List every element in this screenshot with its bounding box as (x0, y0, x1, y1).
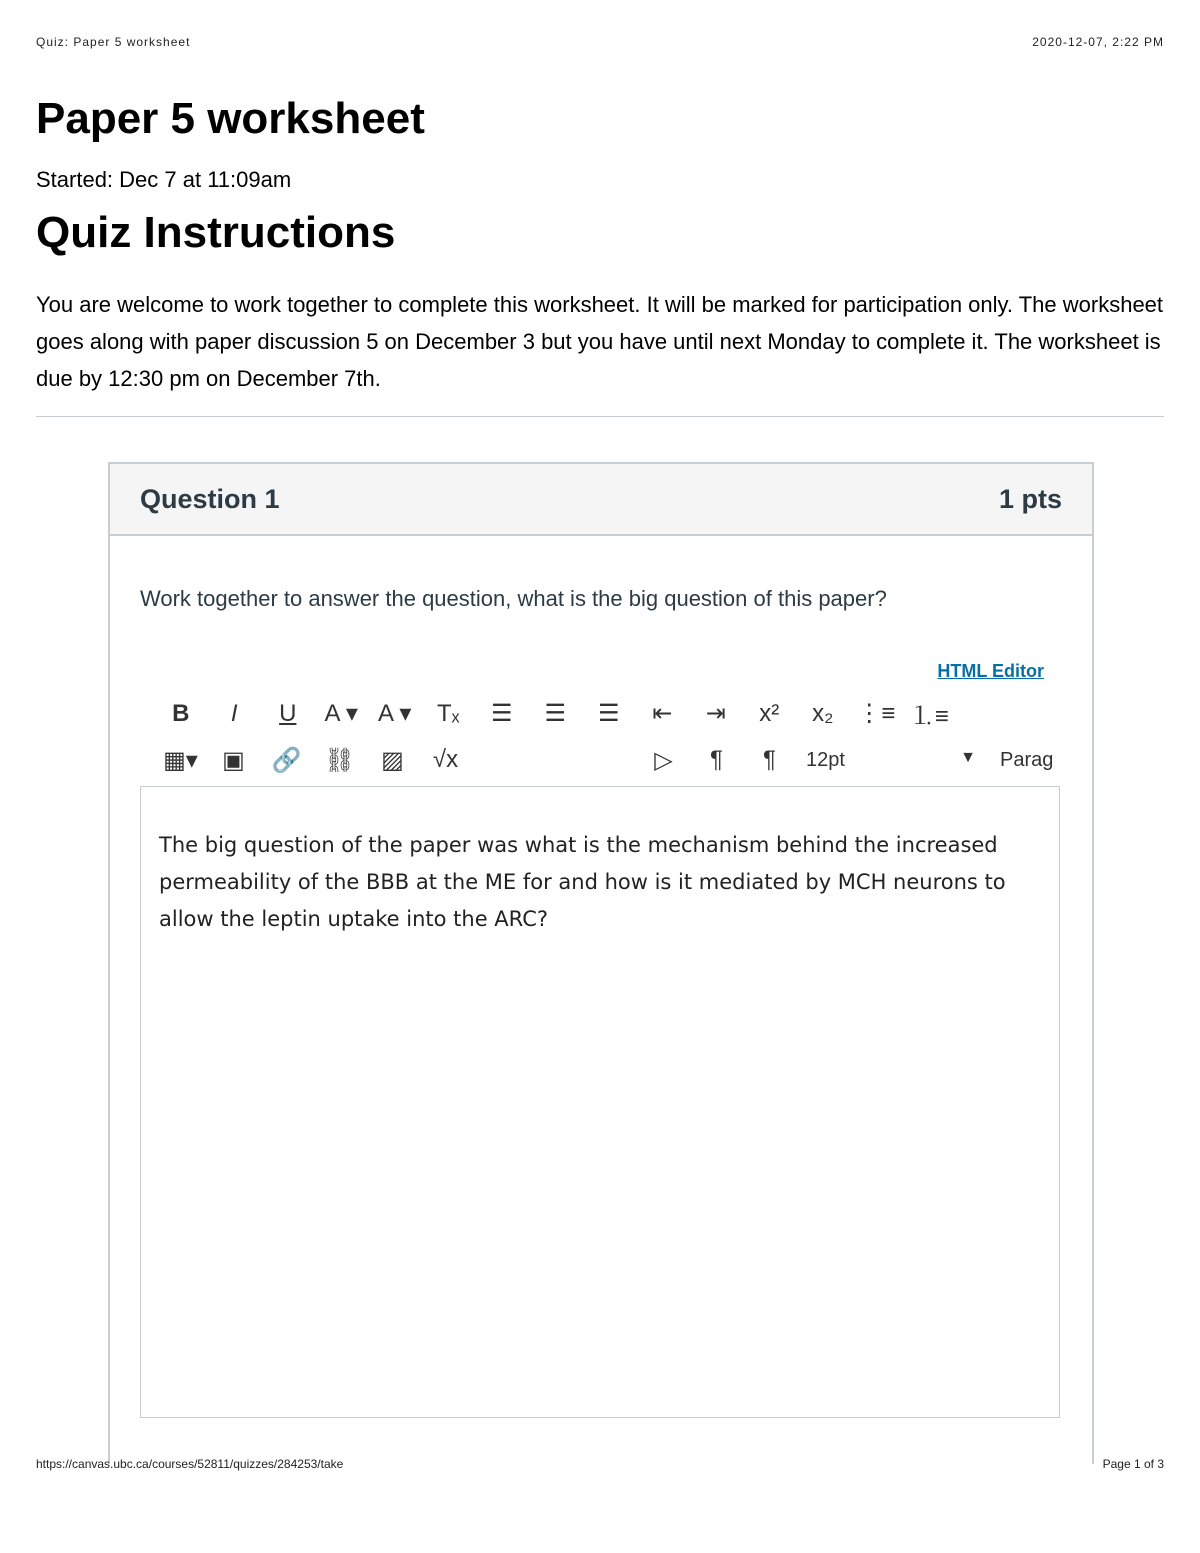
quiz-title: Paper 5 worksheet (36, 94, 425, 143)
ltr-button[interactable]: ¶ (710, 746, 723, 773)
text-color-button[interactable]: A ▾ (324, 700, 358, 727)
indent-button[interactable]: ⇥ (705, 700, 726, 727)
bullet-list-button[interactable]: ⋮≡ (857, 700, 896, 727)
print-footer (36, 1457, 1164, 1471)
print-title: Quiz: Paper 5 worksheet (36, 35, 191, 49)
print-url: https://canvas.ubc.ca/courses/52811/quizzes/284253/take (36, 1457, 344, 1471)
embed-button[interactable]: ▷ (654, 747, 673, 774)
link-button[interactable]: 🔗 (271, 747, 302, 774)
bold-button[interactable]: B (172, 699, 190, 727)
answer-text[interactable]: The big question of the paper was what is the mechanism behind the increased permeability of the BBB at the ME for and how is it mediated by MCH neurons to allow the leptin uptake into the ARC? (159, 833, 1006, 931)
outdent-button[interactable]: ⇤ (652, 700, 673, 727)
question-header (110, 464, 1092, 536)
media-button[interactable]: ▣ (222, 747, 245, 774)
started-time: Started: Dec 7 at 11:09am (36, 167, 292, 192)
page-number: Page 1 of 3 (1102, 1457, 1164, 1471)
font-size-select[interactable]: 12pt ▼ (806, 749, 976, 771)
divider (36, 416, 1164, 417)
html-editor-link[interactable]: HTML Editor (937, 661, 1044, 681)
instructions-heading: Quiz Instructions (36, 208, 396, 257)
question-card (108, 462, 1094, 1464)
table-button[interactable]: ▦▾ (163, 747, 198, 774)
print-header (36, 35, 1164, 49)
italic-button[interactable]: I (230, 699, 238, 727)
toolbar-row-2 (154, 746, 1064, 775)
rich-text-editor[interactable] (140, 786, 1060, 1418)
superscript-button[interactable]: x² (759, 699, 780, 727)
subscript-button[interactable]: x₂ (812, 699, 834, 727)
clear-formatting-button[interactable]: Tₓ (436, 699, 460, 727)
background-color-button[interactable]: A ▾ (378, 700, 412, 727)
question-points: 1 pts (998, 483, 1062, 514)
instructions-text: You are welcome to work together to complete this worksheet. It will be marked for participation only. The worksheet goes along with paper discussion 5 on December 3 but you have until next Monday to complete it. The worksheet is due by 12:30 pm on December 7th. (36, 292, 1164, 391)
align-center-button[interactable]: ☰ (544, 700, 566, 727)
print-datetime: 2020-12-07, 2:22 PM (1032, 35, 1164, 49)
numbered-list-button[interactable]: ⒈≡ (910, 703, 949, 730)
block-format-select[interactable]: Parag (1000, 749, 1054, 771)
chevron-down-icon: ▼ (960, 749, 976, 766)
rtl-button[interactable]: ¶ (763, 746, 776, 773)
equation-button[interactable]: √x (432, 746, 459, 773)
align-left-button[interactable]: ☰ (490, 700, 513, 727)
unlink-button[interactable]: ⛓ (324, 747, 355, 774)
toolbar-row-1 (154, 696, 957, 731)
align-right-button[interactable]: ☰ (597, 700, 620, 727)
question-title: Question 1 (140, 483, 280, 514)
question-text: Work together to answer the question, what is the big question of this paper? (140, 586, 887, 611)
underline-button[interactable]: U (279, 699, 297, 727)
image-button[interactable]: ▨ (381, 747, 404, 774)
